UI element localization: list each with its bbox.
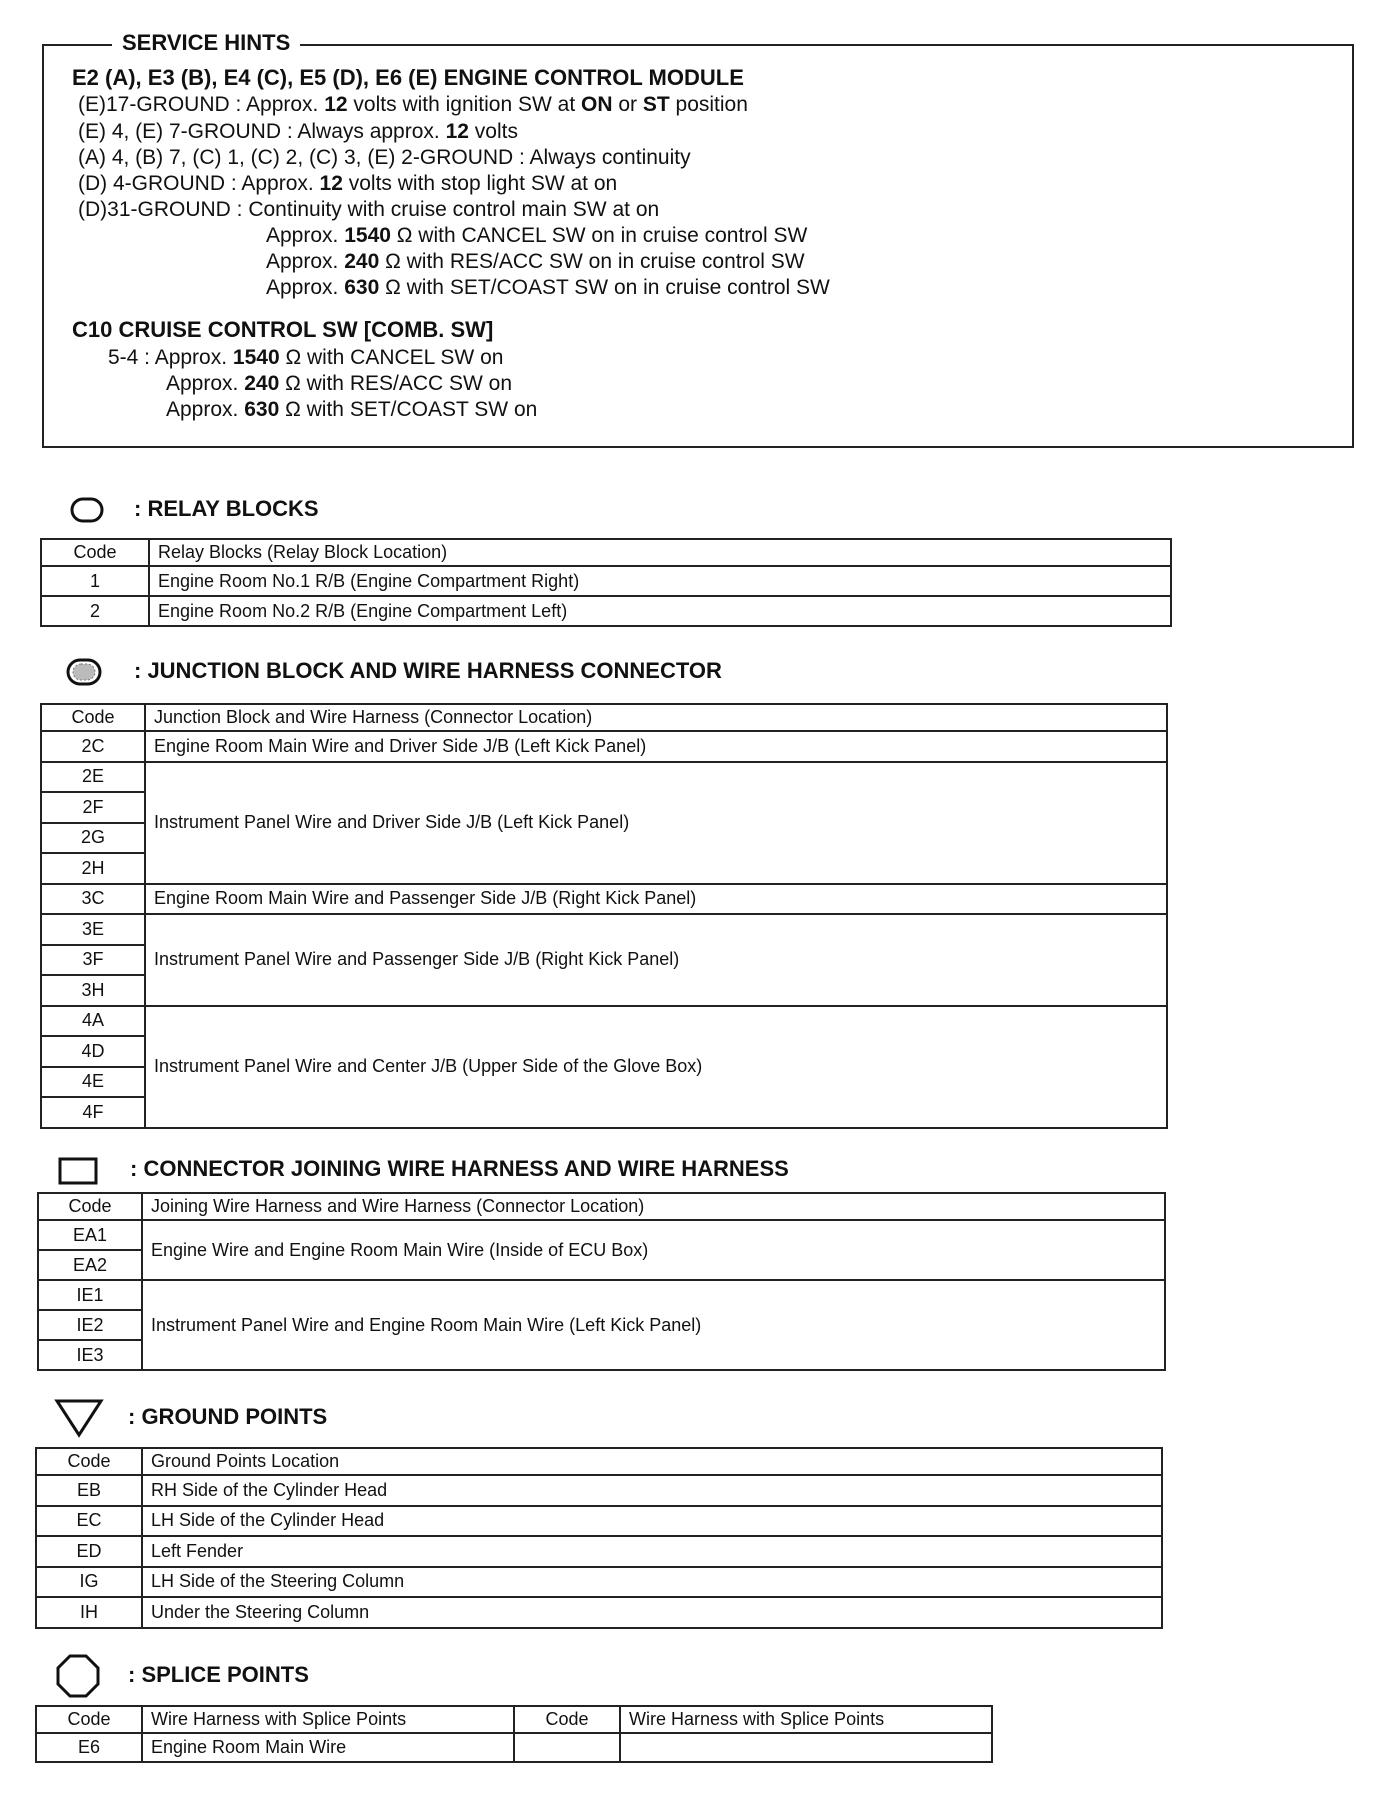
ground-points-title: : GROUND POINTS [128, 1404, 328, 1429]
code-cell: IG [36, 1567, 142, 1598]
column-header: Relay Blocks (Relay Block Location) [149, 539, 1171, 566]
column-header: Code [36, 1706, 142, 1733]
hint-text: (E) 4, (E) 7-GROUND : Always approx. [78, 120, 446, 143]
location-cell: Engine Room No.2 R/B (Engine Compartment Left) [149, 596, 1171, 626]
hint-value: 12 [445, 120, 469, 143]
hint-text: or [612, 93, 643, 116]
code-cell: IE3 [38, 1340, 142, 1370]
column-header: Junction Block and Wire Harness (Connector Location) [145, 704, 1167, 731]
ecm-hint-line [78, 120, 518, 144]
junction-blocks-title: : JUNCTION BLOCK AND WIRE HARNESS CONNECTOR [134, 658, 722, 683]
ecm-hint-line [78, 172, 617, 196]
hint-text: Approx. [266, 250, 345, 273]
table-row [41, 762, 1167, 793]
column-header: Code [41, 704, 145, 731]
code-cell: 2C [41, 731, 145, 762]
location-cell: Engine Room No.1 R/B (Engine Compartment Right) [149, 566, 1171, 596]
hint-text: Ω with SET/COAST SW on [279, 398, 538, 421]
code-cell: 4F [41, 1097, 145, 1128]
hint-text: Approx. [166, 372, 245, 395]
hint-value: 1540 [344, 224, 391, 247]
location-cell: Engine Room Main Wire [142, 1733, 514, 1762]
table-row [36, 1567, 1162, 1598]
table-header-row [38, 1193, 1165, 1220]
junction-blocks-table [40, 703, 1168, 1129]
ecm-title: E2 (A), E3 (B), E4 (C), E5 (D), E6 (E) ENGINE CONTROL MODULE [72, 65, 744, 90]
hint-text: Approx. [166, 398, 245, 421]
code-cell: 4A [41, 1006, 145, 1037]
hint-value: 1540 [232, 346, 280, 369]
hint-text: volts [468, 120, 518, 143]
code-cell: IE2 [38, 1310, 142, 1340]
table-row [41, 596, 1171, 626]
table-row [36, 1733, 992, 1762]
hint-text: Approx. [266, 276, 345, 299]
code-cell: 4D [41, 1036, 145, 1067]
ecm-hint-line [266, 250, 805, 274]
relay-block-symbol-icon [70, 497, 104, 523]
table-header-row [41, 539, 1171, 566]
connectors-table [37, 1192, 1166, 1371]
table-header-row [36, 1706, 992, 1733]
table-header-row [41, 704, 1167, 731]
column-header: Joining Wire Harness and Wire Harness (Connector Location) [142, 1193, 1165, 1220]
table-row [41, 731, 1167, 762]
column-header: Code [514, 1706, 620, 1733]
hint-value: ON [581, 93, 613, 116]
ecm-hint-line [78, 93, 748, 117]
c10-hint-line [108, 346, 503, 370]
code-cell: IH [36, 1597, 142, 1628]
hint-text: position [669, 93, 748, 116]
hint-text: Ω with CANCEL SW on [279, 346, 504, 369]
location-cell: Under the Steering Column [142, 1597, 1162, 1628]
code-cell: 2H [41, 853, 145, 884]
code-cell: 3H [41, 975, 145, 1006]
junction-block-symbol-icon [66, 658, 104, 686]
ecm-hint-line [78, 146, 691, 170]
code-cell: 4E [41, 1067, 145, 1098]
ground-point-symbol-icon [54, 1398, 104, 1438]
hint-text: Ω with RES/ACC SW on [279, 372, 513, 395]
location-cell: Engine Wire and Engine Room Main Wire (Inside of ECU Box) [142, 1220, 1165, 1280]
ecm-hint-line [266, 276, 830, 300]
table-header-row [36, 1448, 1162, 1475]
code-cell [514, 1733, 620, 1762]
location-cell [620, 1733, 992, 1762]
c10-hint-line [166, 372, 512, 396]
location-cell: Engine Room Main Wire and Passenger Side J/B (Right Kick Panel) [145, 884, 1167, 915]
connectors-title: : CONNECTOR JOINING WIRE HARNESS AND WIRE HARNESS [130, 1156, 789, 1181]
service-hints-legend: SERVICE HINTS [112, 30, 300, 56]
hint-value: 240 [244, 372, 280, 395]
relay-blocks-table [40, 538, 1172, 627]
ecm-hint-line [266, 224, 807, 248]
code-cell: 3E [41, 914, 145, 945]
ground-points-table [35, 1447, 1163, 1629]
hint-value: 630 [344, 276, 380, 299]
code-cell: 1 [41, 566, 149, 596]
hint-value: 240 [344, 250, 380, 273]
splice-points-title: : SPLICE POINTS [128, 1662, 309, 1687]
table-row [36, 1506, 1162, 1537]
location-cell: Left Fender [142, 1536, 1162, 1567]
location-cell: Instrument Panel Wire and Passenger Side J/B (Right Kick Panel) [145, 914, 1167, 1006]
hint-text: Ω with CANCEL SW on in cruise control SW [390, 224, 808, 247]
hint-value: 12 [324, 93, 348, 116]
code-cell: 3F [41, 945, 145, 976]
table-row [41, 914, 1167, 945]
hint-value: 630 [244, 398, 280, 421]
hint-text: volts with ignition SW at [347, 93, 582, 116]
column-header: Wire Harness with Splice Points [142, 1706, 514, 1733]
code-cell: 3C [41, 884, 145, 915]
hint-text: (D)31-GROUND : Continuity with cruise control main SW at on [78, 198, 660, 221]
hint-text: Ω with RES/ACC SW on in cruise control SW [379, 250, 805, 273]
code-cell: ED [36, 1536, 142, 1567]
code-cell: 2 [41, 596, 149, 626]
hint-text: (E)17-GROUND : Approx. [78, 93, 325, 116]
table-row [41, 1006, 1167, 1037]
hint-text: 5-4 : Approx. [108, 346, 233, 369]
code-cell: EA1 [38, 1220, 142, 1250]
hint-value: ST [642, 93, 670, 116]
hint-value: 12 [319, 172, 343, 195]
c10-title: C10 CRUISE CONTROL SW [COMB. SW] [72, 317, 494, 342]
location-cell: Instrument Panel Wire and Driver Side J/B (Left Kick Panel) [145, 762, 1167, 884]
hint-text: (A) 4, (B) 7, (C) 1, (C) 2, (C) 3, (E) 2-GROUND : Always continuity [78, 146, 691, 169]
connector-symbol-icon [58, 1157, 100, 1185]
code-cell: EA2 [38, 1250, 142, 1280]
location-cell: LH Side of the Cylinder Head [142, 1506, 1162, 1537]
table-row [38, 1220, 1165, 1250]
column-header: Code [38, 1193, 142, 1220]
table-row [36, 1475, 1162, 1506]
location-cell: LH Side of the Steering Column [142, 1567, 1162, 1598]
hint-text: Approx. [266, 224, 345, 247]
location-cell: RH Side of the Cylinder Head [142, 1475, 1162, 1506]
table-row [36, 1536, 1162, 1567]
location-cell: Instrument Panel Wire and Center J/B (Upper Side of the Glove Box) [145, 1006, 1167, 1128]
c10-hint-line [166, 398, 537, 422]
hint-text: volts with stop light SW at on [342, 172, 618, 195]
ecm-hint-line [78, 198, 659, 222]
relay-blocks-title: : RELAY BLOCKS [134, 496, 319, 521]
table-row [36, 1597, 1162, 1628]
code-cell: EC [36, 1506, 142, 1537]
column-header: Ground Points Location [142, 1448, 1162, 1475]
column-header: Code [36, 1448, 142, 1475]
code-cell: E6 [36, 1733, 142, 1762]
code-cell: 2E [41, 762, 145, 793]
splice-points-table [35, 1705, 993, 1763]
code-cell: 2G [41, 823, 145, 854]
column-header: Wire Harness with Splice Points [620, 1706, 992, 1733]
code-cell: 2F [41, 792, 145, 823]
hint-text: Ω with SET/COAST SW on in cruise control SW [379, 276, 830, 299]
table-row [38, 1280, 1165, 1310]
location-cell: Engine Room Main Wire and Driver Side J/B (Left Kick Panel) [145, 731, 1167, 762]
table-row [41, 566, 1171, 596]
splice-point-symbol-icon [55, 1653, 101, 1699]
location-cell: Instrument Panel Wire and Engine Room Main Wire (Left Kick Panel) [142, 1280, 1165, 1370]
table-row [41, 884, 1167, 915]
code-cell: IE1 [38, 1280, 142, 1310]
column-header: Code [41, 539, 149, 566]
code-cell: EB [36, 1475, 142, 1506]
hint-text: (D) 4-GROUND : Approx. [78, 172, 320, 195]
